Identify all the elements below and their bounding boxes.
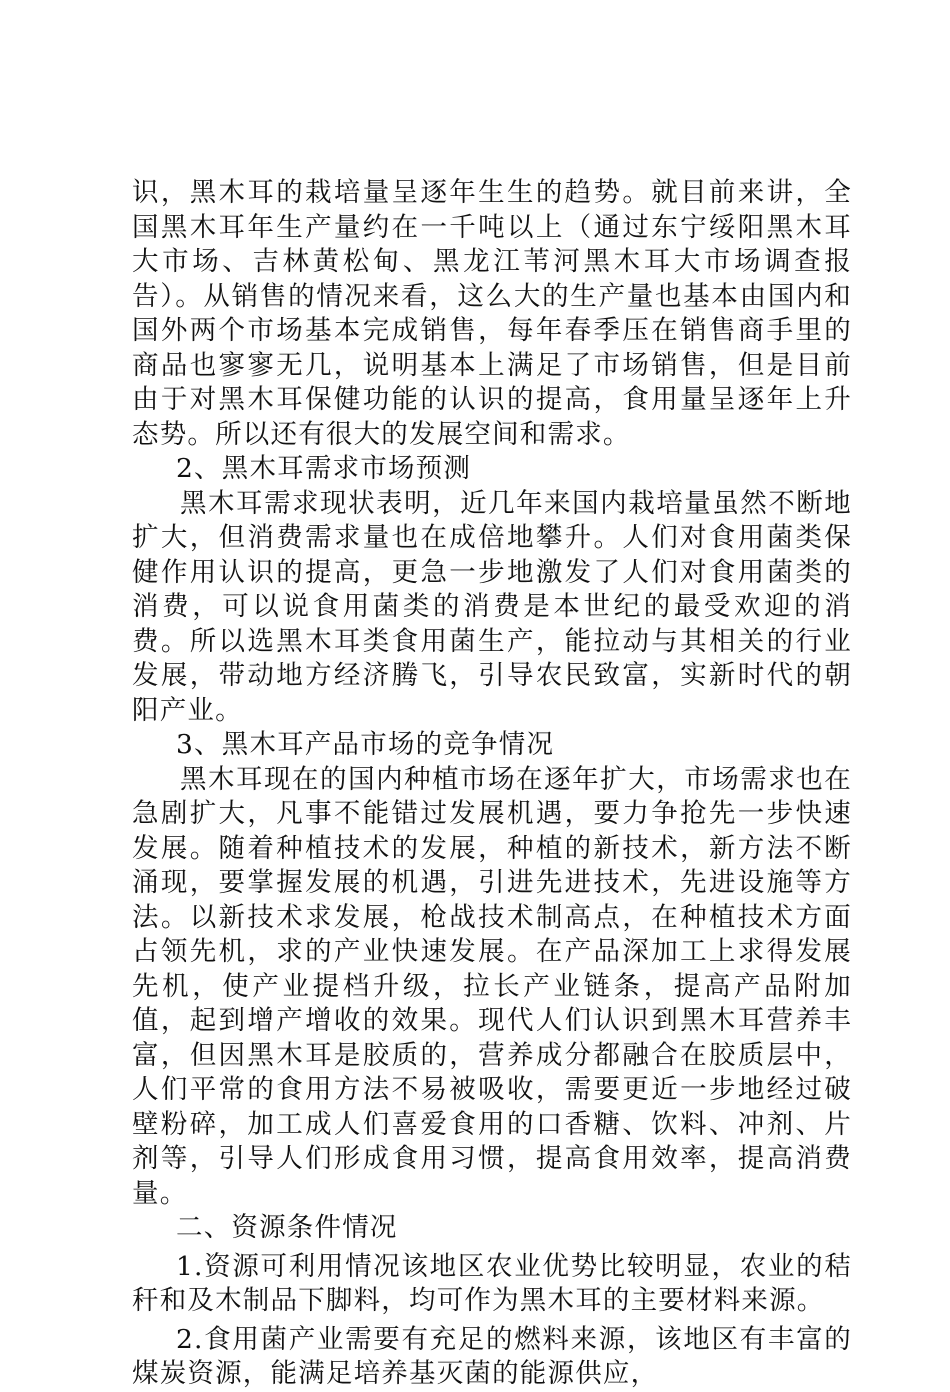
paragraph-resource-1: 1.资源可利用情况该地区农业优势比较明显，农业的秸秆和及木制品下脚料，均可作为黑木耳的主要材料来源。 [132,1250,852,1316]
paragraph-demand-forecast: 黑木耳需求现状表明，近几年来国内栽培量虽然不断地扩大，但消费需求量也在成倍地攀升。人们对食用菌类保健作用认识的提高，更急一步地激发了人们对食用菌类的消费，可以说食用菌类的消费是本世纪的最受欢迎的消费。所以选黑木耳类食用菌生产，能拉动与其相关的行业发展，带动地方经济腾飞，引导农民致富，实新时代的朝阳产业。 [132,487,852,726]
document-body [132,176,852,1392]
paragraph-competition: 黑木耳现在的国内种植市场在逐年扩大，市场需求也在急剧扩大，凡事不能错过发展机遇，要力争抢先一步快速发展。随着种植技术的发展，种植的新技术，新方法不断涌现，要掌握发展的机遇，引进先进技术，先进设施等方法。以新技术求发展，枪战技术制高点，在种植技术方面占领先机，求的产业快速发展。在产品深加工上求得发展先机，使产业提档升级，拉长产业链条，提高产品附加值，起到增产增收的效果。现代人们认识到黑木耳营养丰富，但因黑木耳是胶质的，营养成分都融合在胶质层中，人们平常的食用方法不易被吸收，需要更近一步地经过破壁粉碎，加工成人们喜爱食用的口香糖、饮料、冲剂、片剂等，引导人们形成食用习惯，提高食用效率，提高消费量。 [132,763,852,1209]
heading-demand-forecast: 2、黑木耳需求市场预测 [176,453,472,484]
paragraph-market-sales: 识，黑木耳的栽培量呈逐年生生的趋势。就目前来讲，全国黑木耳年生产量约在一千吨以上（通过东宁绥阳黑木耳大市场、吉林黄松甸、黑龙江苇河黑木耳大市场调查报告）。从销售的情况来看，这么大的生产量也基本由国内和国外两个市场基本完成销售，每年春季压在销售商手里的商品也寥寥无几，说明基本上满足了市场销售，但是目前由于对黑木耳保健功能的认识的提高，食用量呈逐年上升态势。所以还有很大的发展空间和需求。 [132,177,852,450]
heading-competition: 3、黑木耳产品市场的竞争情况 [176,729,555,760]
paragraph-resource-2: 2.食用菌产业需要有充足的燃料来源，该地区有丰富的煤炭资源，能满足培养基灭菌的能源供应， [132,1323,852,1389]
heading-resource-conditions: 二、资源条件情况 [176,1212,398,1243]
